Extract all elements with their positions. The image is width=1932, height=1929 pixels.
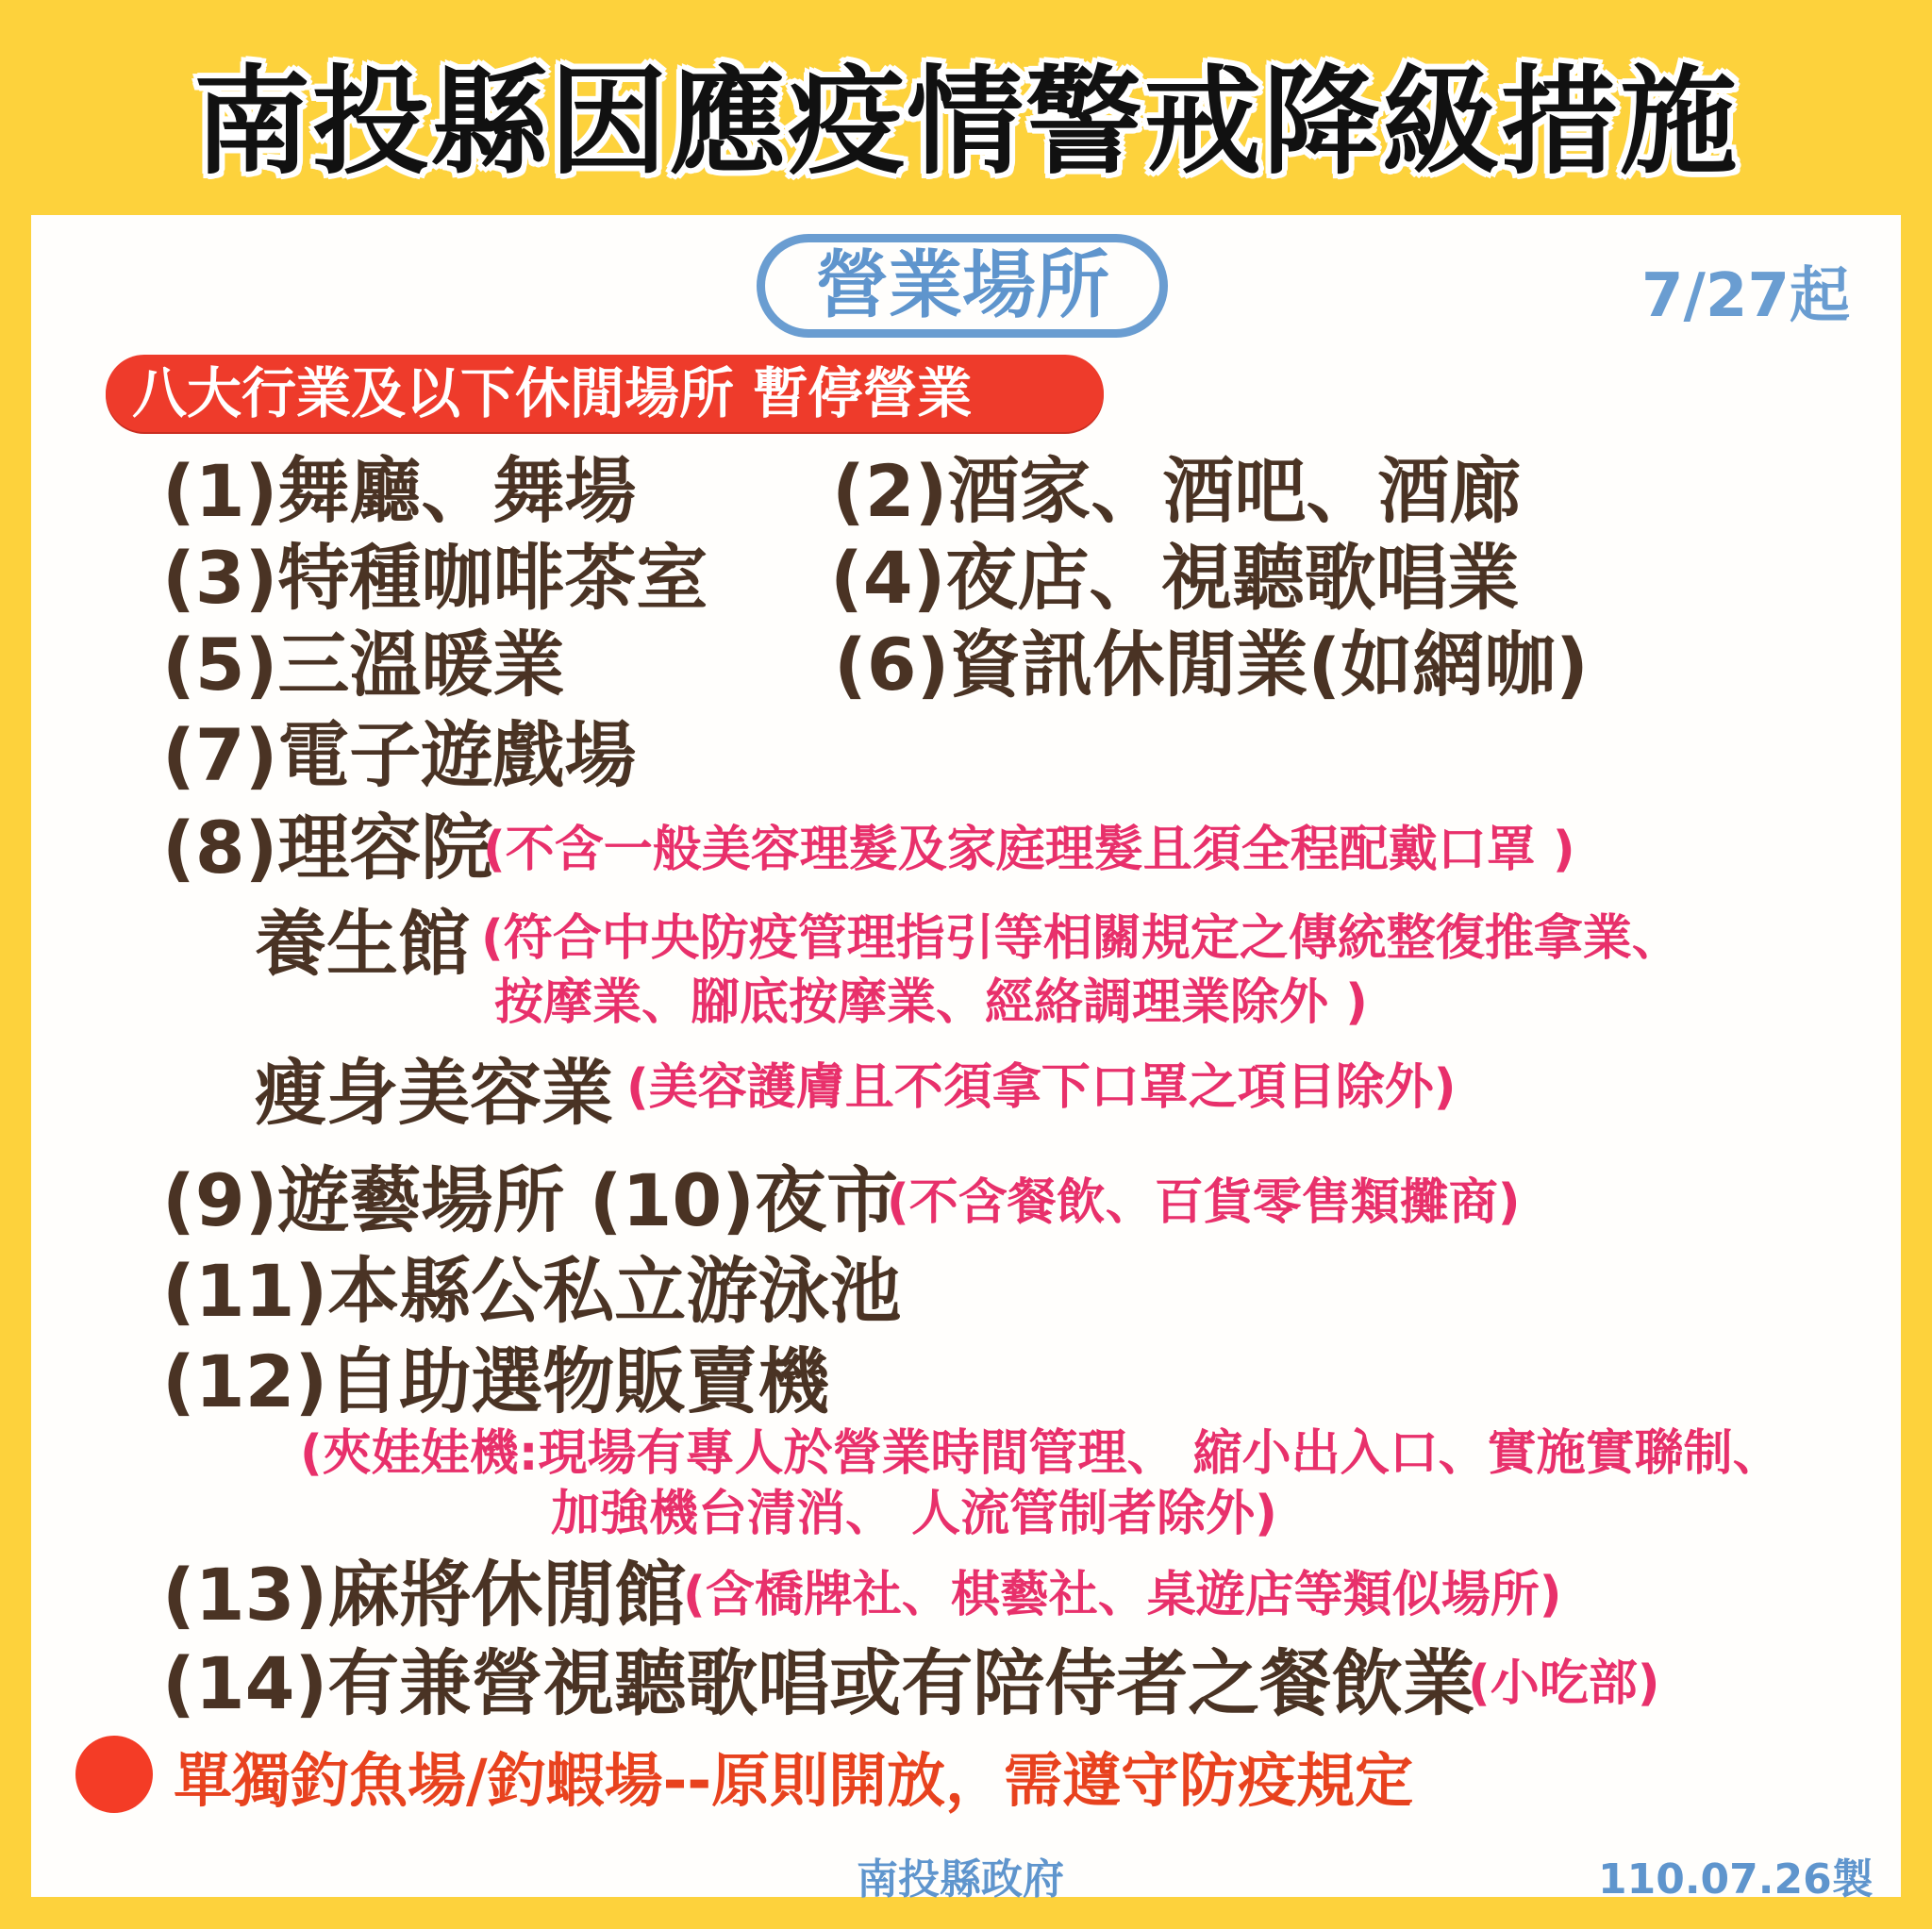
list-item-7: (7)電子遊戲場: [162, 713, 637, 797]
list-item-13: (13)麻將休閒館: [162, 1553, 687, 1637]
page-title: 南投縣因應疫情警戒降級措施: [192, 55, 1739, 191]
list-item-yangsheng-note-1: (符合中央防疫管理指引等相關規定之傳統整復推拿業、: [481, 910, 1681, 967]
section-label: 營業場所: [757, 234, 1168, 338]
list-item-6: (6)資訊休閒業(如網咖): [834, 623, 1589, 707]
footer-issuer: 南投縣政府: [857, 1855, 1064, 1904]
list-item-2: (2)酒家、酒吧、酒廊: [832, 449, 1522, 533]
fishing-notice: 單獨釣魚場/釣蝦場--原則開放，需遵守防疫規定: [174, 1746, 1414, 1815]
list-item-yangsheng-note-2: 按摩業、腳底按摩業、經絡調理業除外 ): [494, 974, 1368, 1031]
list-item-yangsheng: 養生館: [255, 902, 470, 986]
list-item-1: (1)舞廳、舞場: [162, 449, 637, 533]
bullet-dot-icon: [75, 1736, 153, 1813]
footer-made-date: 110.07.26製: [1598, 1855, 1874, 1904]
effective-date: 7/27起: [1641, 261, 1850, 331]
list-item-14-note: (小吃部): [1468, 1655, 1660, 1712]
list-item-8: (8)理容院: [162, 806, 493, 890]
list-item-14: (14)有兼營視聽歌唱或有陪侍者之餐飲業: [162, 1641, 1475, 1725]
list-item-10-note: (不含餐飲、百貨零售類攤商): [887, 1174, 1521, 1231]
suspension-banner: 八大行業及以下休閒場所 暫停營業: [106, 355, 1104, 432]
list-item-9-10: (9)遊藝場所 (10)夜市: [162, 1158, 899, 1242]
list-item-3: (3)特種咖啡茶室: [162, 536, 708, 620]
list-item-8-note: (不含一般美容理髮及家庭理髮且須全程配戴口罩 ): [483, 822, 1575, 878]
list-item-4: (4)夜店、視聽歌唱業: [830, 536, 1520, 620]
list-item-13-note: (含橋牌社、棋藝社、桌遊店等類似場所): [683, 1567, 1562, 1623]
list-item-11: (11)本縣公私立游泳池: [162, 1249, 902, 1333]
list-item-12-note-1: (夾娃娃機:現場有專人於營業時間管理、 縮小出入口、實施實聯制、: [300, 1425, 1782, 1482]
list-item-5: (5)三溫暖業: [162, 623, 565, 707]
list-item-12-note-2: 加強機台清消、 人流管制者除外): [551, 1486, 1277, 1542]
list-item-12: (12)自助選物販賣機: [162, 1339, 830, 1423]
list-item-slimming-note: (美容護膚且不須拿下口罩之項目除外): [626, 1059, 1457, 1116]
list-item-slimming: 瘦身美容業: [255, 1051, 613, 1135]
